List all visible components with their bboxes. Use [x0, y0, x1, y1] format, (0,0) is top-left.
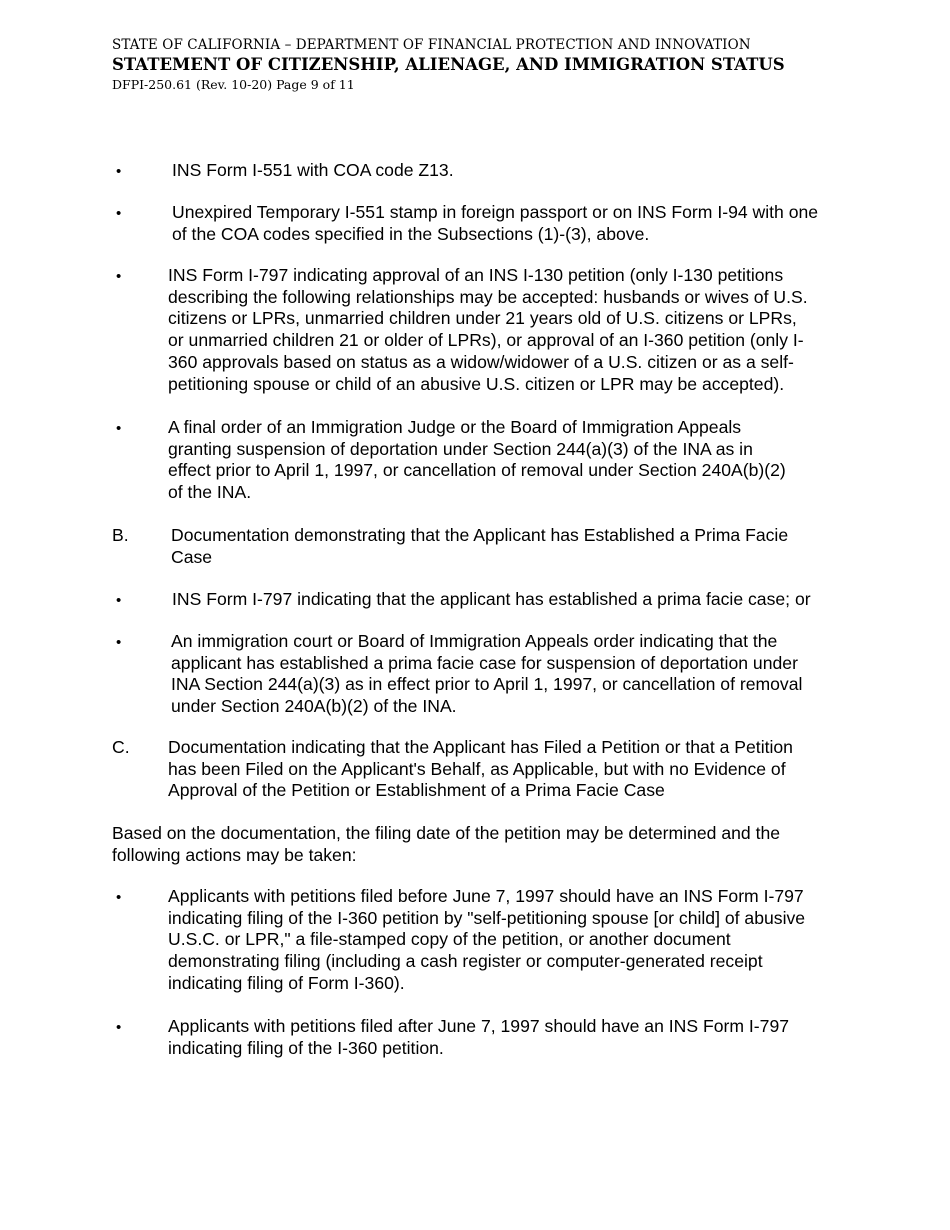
text-line: effect prior to April 1, 1997, or cancellation of removal under Section 240A(b)(2)	[168, 460, 786, 481]
text-line: applicant has established a prima facie case for suspension of deportation under	[171, 652, 798, 673]
text-line: indicating filing of Form I-360).	[168, 972, 405, 993]
paragraph	[112, 823, 780, 866]
bullet-marker: •	[116, 634, 122, 651]
text-line: An immigration court or Board of Immigration Appeals order indicating that the	[171, 631, 778, 651]
bullet-item	[168, 886, 805, 995]
form-number-page: DFPI-250.61 (Rev. 10-20) Page 9 of 11	[112, 77, 355, 92]
text-line: under Section 240A(b)(2) of the INA.	[171, 696, 457, 717]
text-line: Applicants with petitions filed after June 7, 1997 should have an INS Form I-797	[168, 1016, 790, 1036]
bullet-item	[172, 589, 811, 611]
section-heading-c	[168, 737, 793, 802]
bullet-marker: •	[116, 420, 122, 437]
section-marker-c: C.	[112, 737, 130, 757]
text-line: granting suspension of deportation under Section 244(a)(3) of the INA as in	[168, 438, 753, 459]
text-line: INA Section 244(a)(3) as in effect prior to April 1, 1997, or cancellation of removal	[171, 674, 803, 695]
bullet-marker: •	[116, 268, 122, 285]
bullet-marker: •	[116, 592, 122, 609]
bullet-marker: •	[116, 1019, 122, 1036]
text-line: Applicants with petitions filed before June 7, 1997 should have an INS Form I-797	[168, 886, 804, 906]
text-line: U.S.C. or LPR," a file-stamped copy of the petition, or another document	[168, 929, 731, 950]
bullet-item	[168, 265, 808, 395]
text-line: or unmarried children 21 or older of LPRs), or approval of an I-360 petition (only I-	[168, 330, 804, 351]
bullet-marker: •	[116, 205, 122, 222]
text-line: 360 approvals based on status as a widow/widower of a U.S. citizen or as a self-	[168, 351, 794, 372]
text-line: of the COA codes specified in the Subsections (1)-(3), above.	[172, 223, 650, 244]
text-line: has been Filed on the Applicant's Behalf, as Applicable, but with no Evidence of	[168, 758, 786, 779]
bullet-item	[171, 631, 802, 718]
text-line: demonstrating filing (including a cash register or computer-generated receipt	[168, 951, 763, 972]
text-line: Based on the documentation, the filing date of the petition may be determined and the	[112, 823, 781, 843]
text-line: INS Form I-797 indicating approval of an INS I-130 petition (only I-130 petitions	[168, 265, 784, 285]
agency-name: STATE OF CALIFORNIA – DEPARTMENT OF FINANCIAL PROTECTION AND INNOVATION	[112, 37, 751, 53]
bullet-marker: •	[116, 163, 122, 180]
text-line: petitioning spouse or child of an abusive U.S. citizen or LPR may be accepted).	[168, 373, 785, 394]
text-line: indicating filing of the I-360 petition.	[168, 1037, 444, 1058]
form-title: STATEMENT OF CITIZENSHIP, ALIENAGE, AND IMMIGRATION STATUS	[112, 55, 785, 74]
bullet-item	[168, 417, 786, 504]
text-line: following actions may be taken:	[112, 844, 357, 865]
bullet-item	[168, 1016, 789, 1059]
text-line: INS Form I-797 indicating that the applicant has established a prima facie case; or	[172, 589, 811, 609]
text-line: Documentation demonstrating that the Applicant has Established a Prima Facie	[171, 525, 789, 545]
text-line: Documentation indicating that the Applicant has Filed a Petition or that a Petition	[168, 737, 793, 757]
bullet-item	[172, 202, 818, 245]
section-marker-b: B.	[112, 525, 129, 545]
text-line: citizens or LPRs, unmarried children under 21 years old of U.S. citizens or LPRs,	[168, 308, 797, 329]
text-line: A final order of an Immigration Judge or the Board of Immigration Appeals	[168, 417, 742, 437]
text-line: Approval of the Petition or Establishment of a Prima Facie Case	[168, 780, 665, 801]
bullet-marker: •	[116, 889, 122, 906]
text-line: Case	[171, 546, 213, 567]
text-line: of the INA.	[168, 482, 252, 503]
text-line: describing the following relationships may be accepted: husbands or wives of U.S.	[168, 286, 808, 307]
text-line: indicating filing of the I-360 petition by "self-petitioning spouse [or child] of abusive	[168, 907, 806, 928]
section-heading-b	[171, 525, 788, 568]
bullet-item	[172, 160, 454, 182]
text-line: INS Form I-551 with COA code Z13.	[172, 160, 454, 180]
document-header	[112, 36, 785, 93]
text-line: Unexpired Temporary I-551 stamp in foreign passport or on INS Form I-94 with one	[172, 202, 819, 222]
